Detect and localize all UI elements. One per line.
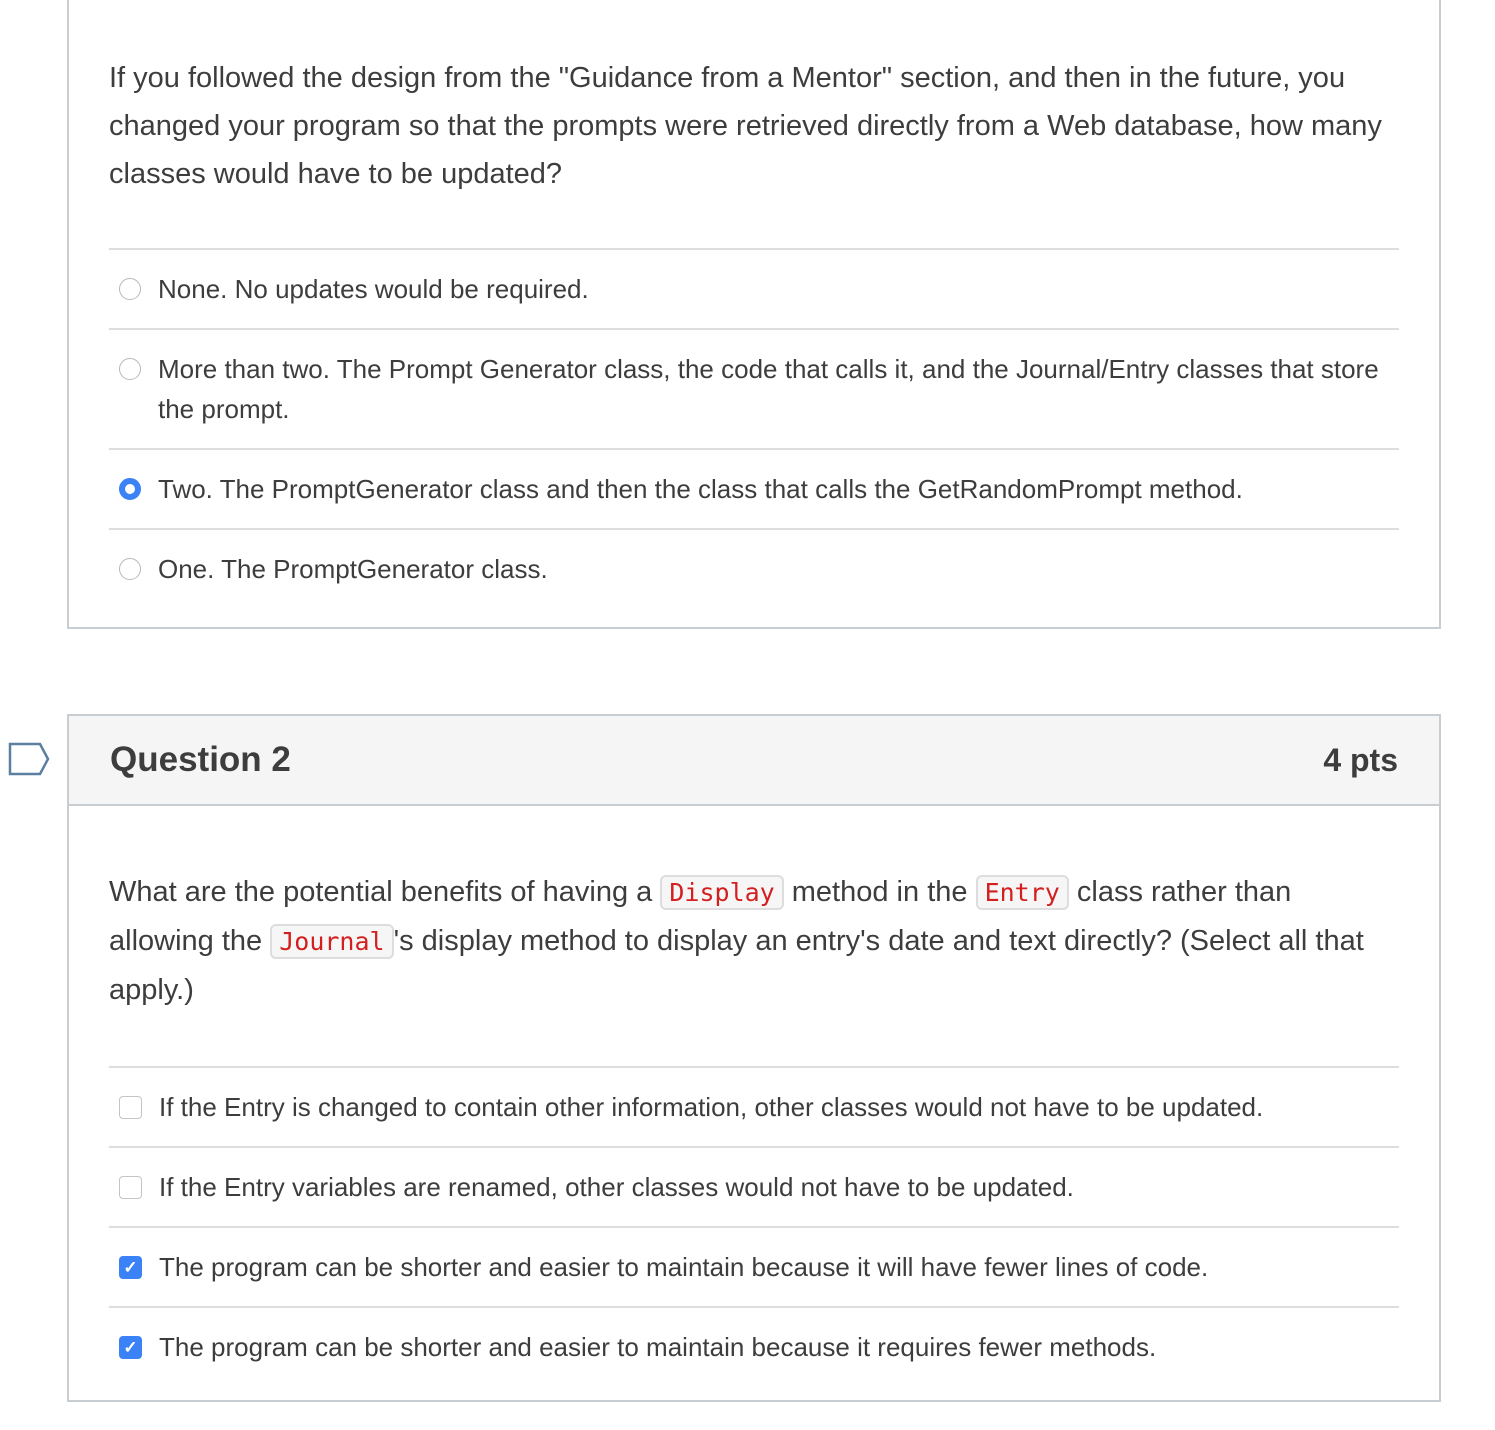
- answer-label: More than two. The Prompt Generator class, the code that calls it, and the Journal/Entry classes that store the prompt.: [158, 354, 1379, 424]
- text: What are the potential benefits of having a: [109, 876, 661, 908]
- answer-label: If the Entry is changed to contain other information, other classes would not have to be updated.: [159, 1092, 1264, 1122]
- question-1-text: If you followed the design from the "Guidance from a Mentor" section, and then in the future, you changed your program so that the prompts were retrieved directly from a Web database, how many classes would have to be updated?: [109, 62, 1382, 190]
- code-journal: Journal: [270, 924, 393, 959]
- checkbox[interactable]: [119, 1096, 142, 1119]
- answer-label: Two. The PromptGenerator class and then the class that calls the GetRandomPrompt method.: [158, 474, 1243, 504]
- checkbox-checked[interactable]: ✓: [119, 1256, 142, 1279]
- answer-label: None. No updates would be required.: [158, 274, 589, 304]
- answer-option[interactable]: [109, 330, 1399, 450]
- answer-option[interactable]: [109, 250, 1399, 330]
- checkbox-checked[interactable]: ✓: [119, 1336, 142, 1359]
- radio-button[interactable]: [119, 558, 141, 580]
- question-points: 4 pts: [1323, 741, 1398, 778]
- radio-button-selected[interactable]: [119, 478, 141, 500]
- question-2-answers: [109, 1066, 1399, 1386]
- question-header: [69, 716, 1439, 806]
- answer-label: One. The PromptGenerator class.: [158, 554, 548, 584]
- code-display: Display: [660, 875, 783, 910]
- question-1-card: [67, 0, 1441, 629]
- text: 's display method to display an entry's date and text directly? (Select all that apply.): [109, 925, 1364, 1006]
- answer-option-selected[interactable]: [109, 450, 1399, 530]
- question-1-answers: [109, 248, 1399, 608]
- answer-label: The program can be shorter and easier to maintain because it requires fewer methods.: [159, 1332, 1157, 1362]
- radio-button[interactable]: [119, 278, 141, 300]
- answer-option-checked[interactable]: [109, 1228, 1399, 1308]
- flag-question-icon[interactable]: [8, 742, 50, 776]
- answer-option-checked[interactable]: [109, 1308, 1399, 1386]
- answer-option[interactable]: [109, 1068, 1399, 1148]
- code-entry: Entry: [976, 875, 1069, 910]
- answer-label: The program can be shorter and easier to maintain because it will have fewer lines of code.: [159, 1252, 1209, 1282]
- radio-button[interactable]: [119, 358, 141, 380]
- checkbox[interactable]: [119, 1176, 142, 1199]
- question-2-card: [67, 714, 1441, 1402]
- text: class rather than allowing the: [109, 876, 1292, 957]
- question-2-text: [69, 806, 1439, 1014]
- text: method in the: [783, 876, 976, 908]
- answer-option[interactable]: [109, 530, 1399, 608]
- answer-label: If the Entry variables are renamed, other classes would not have to be updated.: [159, 1172, 1074, 1202]
- question-title: Question 2: [110, 740, 291, 779]
- answer-option[interactable]: [109, 1148, 1399, 1228]
